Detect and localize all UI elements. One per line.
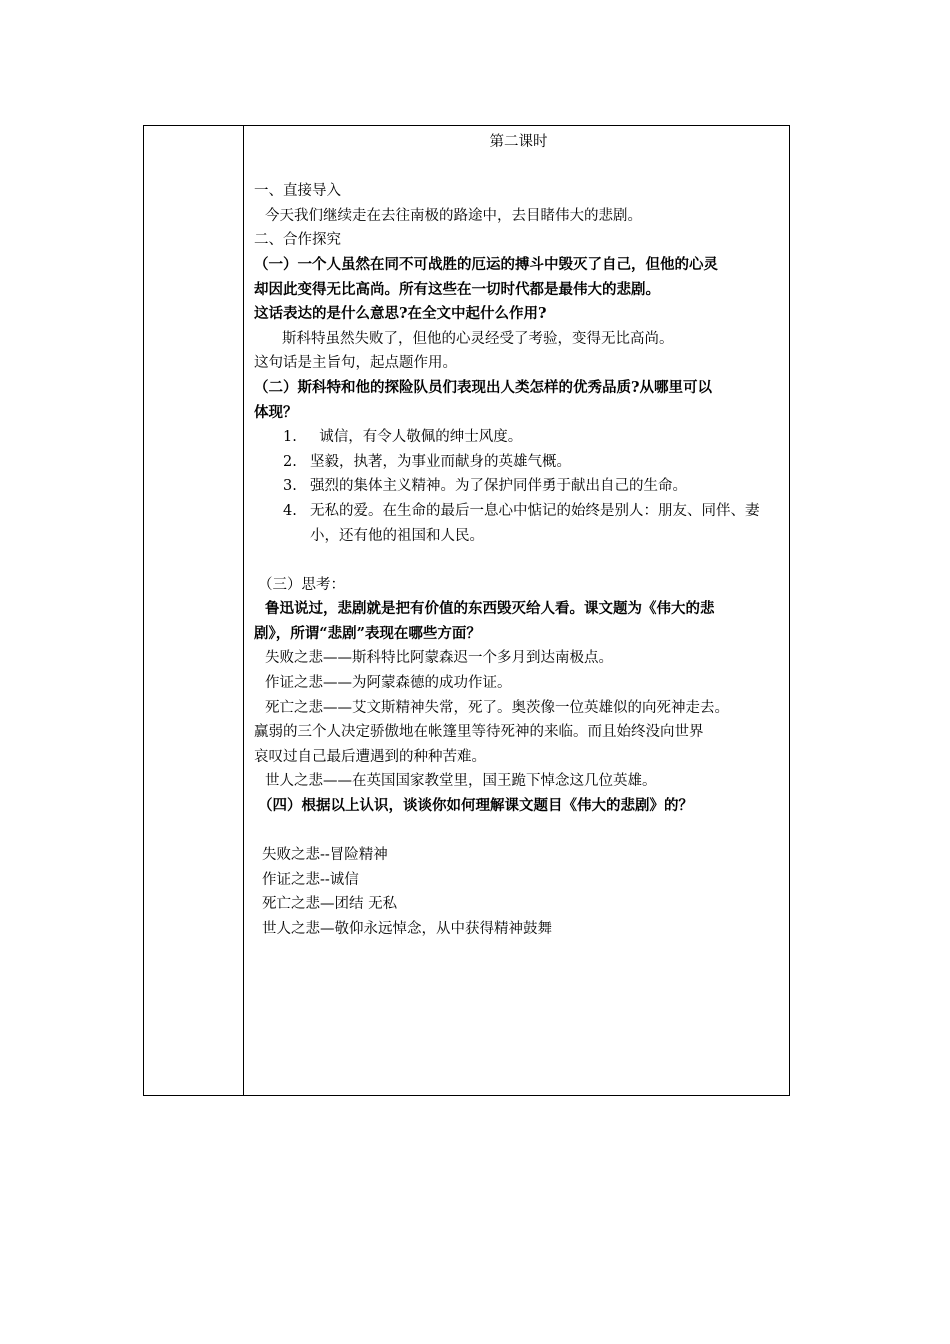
q3-answer: 作证之悲——为阿蒙森德的成功作证。 (265, 675, 512, 692)
q1-question-line2: 却因此变得无比高尚。所有这些在一切时代都是最伟大的悲剧。 (254, 280, 660, 298)
q2-list-item (254, 450, 783, 475)
q1-question-line3: 这话表达的是什么意思?在全文中起什么作用? (254, 305, 547, 323)
q1-question-line1: （一）一个人虽然在同不可战胜的厄运的搏斗中毁灭了自己，但他的心灵 (254, 255, 718, 273)
q2-list-item (254, 425, 783, 450)
q3-answer: 哀叹过自己最后遭遇到的种种苦难。 (254, 748, 486, 765)
section2-heading: 二、合作探究 (254, 232, 341, 249)
q4-answer: 世人之悲—敬仰永远悼念，从中获得精神鼓舞 (262, 921, 552, 937)
q3-question-line1: 鲁迅说过，悲剧就是把有价值的东西毁灭给人看。课文题为《伟大的悲 (265, 600, 715, 618)
q3-answer: 世人之悲——在英国国家教堂里，国王跪下悼念这几位英雄。 (265, 773, 657, 790)
q1-answer-1: 斯科特虽然失败了，但他的心灵经受了考验，变得无比高尚。 (282, 330, 674, 347)
list-text: 无私的爱。在生命的最后一息心中惦记的始终是别人：朋友、同伴、妻小，还有他的祖国和人民。 (310, 502, 760, 544)
q4-question: （四）根据以上认识，谈谈你如何理解课文题目《伟大的悲剧》的？ (258, 797, 693, 815)
q3-answer: 赢弱的三个人决定骄傲地在帐篷里等待死神的来临。而且始终没向世界 (254, 724, 704, 741)
section1-text: 今天我们继续走在去往南极的路途中，去目睹伟大的悲剧。 (265, 207, 642, 224)
list-text: 诚信，有令人敬佩的绅士风度。 (310, 429, 523, 446)
q4-answer: 失败之悲--冒险精神 (262, 847, 388, 864)
q3-answer: 死亡之悲——艾文斯精神失常，死了。奥茨像一位英雄似的向死神走去。 (265, 699, 729, 716)
lesson-content-cell (245, 126, 789, 1095)
q3-answer: 失败之悲——斯科特比阿蒙森迟一个多月到达南极点。 (265, 650, 613, 667)
left-column-cell (144, 126, 244, 1095)
q2-question-line1: （二）斯科特和他的探险队员们表现出人类怎样的优秀品质?从哪里可以 (254, 378, 712, 396)
q4-answer: 作证之悲--诚信 (262, 871, 359, 888)
list-number: 2. (283, 453, 297, 470)
list-number: 1. (283, 429, 297, 446)
list-text: 强烈的集体主义精神。为了保护同伴勇于献出自己的生命。 (310, 478, 687, 495)
section1-heading: 一、直接导入 (254, 183, 341, 200)
q3-heading: （三）思考： (258, 576, 345, 593)
lesson-table (143, 125, 790, 1096)
list-number: 4. (283, 502, 297, 519)
q4-answer: 死亡之悲—团结 无私 (262, 896, 398, 913)
list-number: 3. (283, 478, 297, 495)
lesson-title: 第二课时 (489, 134, 548, 150)
q2-question-line2: 体现？ (254, 403, 298, 421)
q1-answer-2: 这句话是主旨句，起点题作用。 (254, 355, 457, 372)
q2-list-item (254, 499, 783, 548)
q2-list-item (254, 474, 783, 499)
list-text: 坚毅，执著，为事业而献身的英雄气概。 (310, 453, 571, 470)
q3-question-line2: 剧》，所谓“悲剧”表现在哪些方面？ (254, 624, 481, 642)
